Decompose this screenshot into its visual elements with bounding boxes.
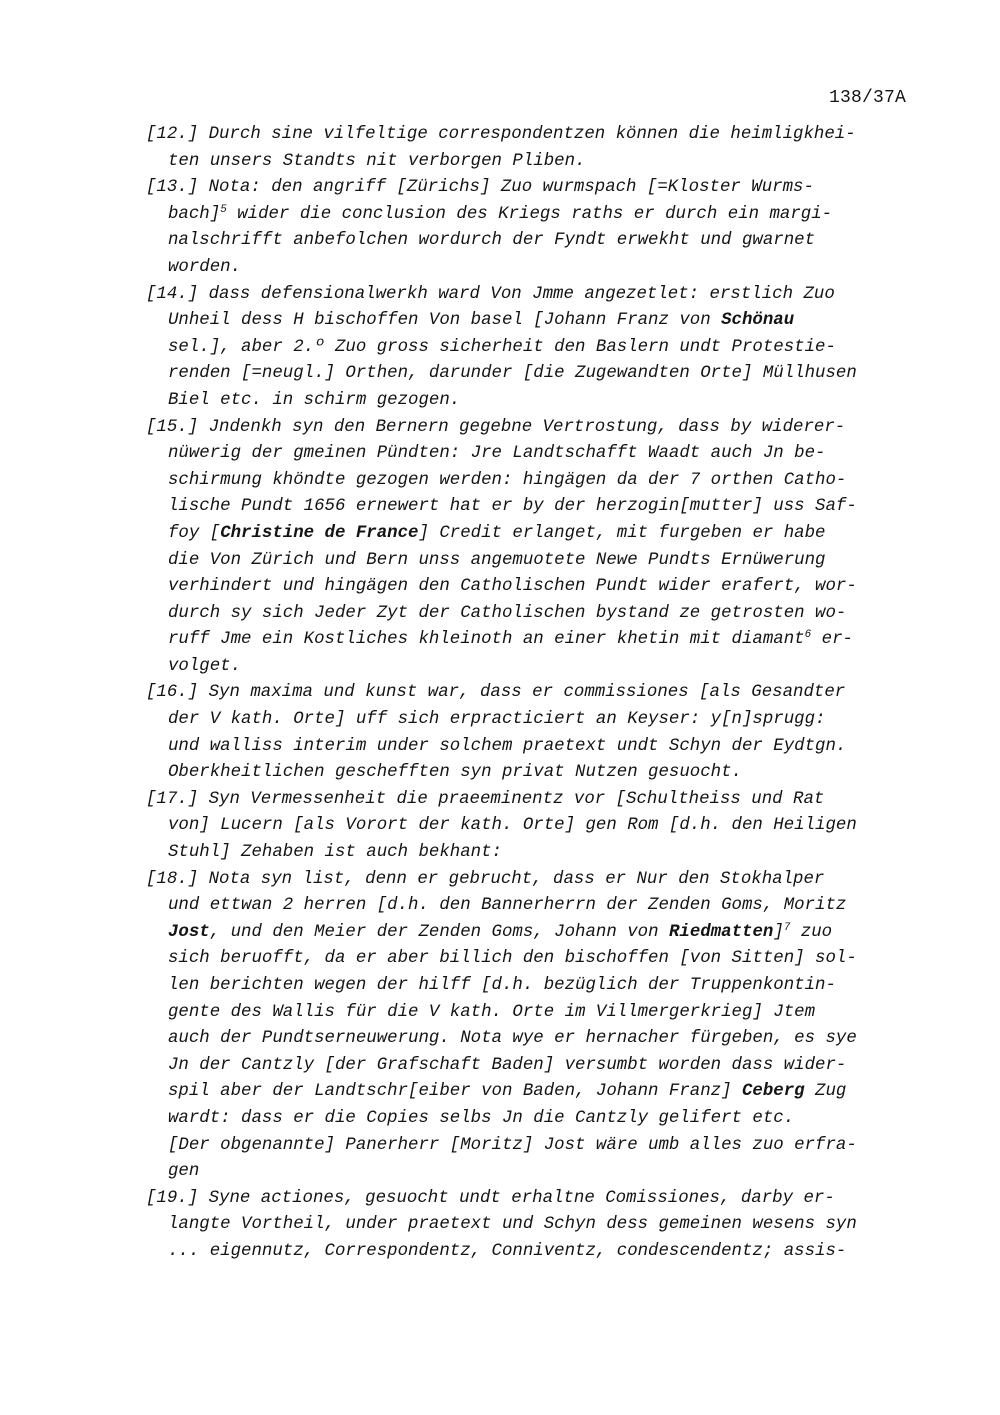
- text-run: [15.] Jndenkh syn den Bernern gegebne Vertrostung, dass by widerer-: [146, 417, 846, 437]
- text-line: [146, 867, 916, 894]
- text-line: [146, 335, 916, 362]
- text-line: [146, 1079, 916, 1106]
- text-line: [146, 149, 916, 176]
- entry-paragraph: [146, 415, 916, 681]
- text-run: auch der Pundtserneuwerung. Nota wye er hernacher fürgeben, es sye: [168, 1029, 857, 1049]
- text-run: spil aber der Landtschr[eiber von Baden, Johann Franz]: [168, 1082, 742, 1102]
- footnote-marker: 7: [783, 921, 791, 934]
- text-run: Unheil dess H bischoffen Von basel [Johann Franz von: [168, 311, 722, 331]
- text-line: [146, 574, 916, 601]
- text-run: die Von Zürich und Bern unss angemuotete Newe Pundts Ernüwerung: [168, 550, 826, 570]
- text-run: zuo: [790, 922, 833, 942]
- entry-paragraph: [146, 122, 916, 175]
- text-run: wider die conclusion des Kriegs raths er durch ein margi-: [226, 204, 833, 224]
- text-run: renden [=neugl.] Orthen, darunder [die Zugewandten Orte] Müllhusen: [168, 364, 857, 384]
- footnote-marker: 6: [804, 629, 812, 642]
- text-line: [146, 361, 916, 388]
- text-line: [146, 946, 916, 973]
- entry-paragraph: [146, 175, 916, 281]
- text-run: [Der obgenannte] Panerherr [Moritz] Jost wäre umb alles zuo erfra-: [168, 1135, 857, 1155]
- entry-paragraph: [146, 680, 916, 786]
- text-line: [146, 973, 916, 1000]
- text-run: volget.: [168, 656, 242, 676]
- text-run: Oberkheitlichen geschefften syn privat Nutzen gesuocht.: [168, 763, 742, 783]
- text-run: gente des Wallis für die V kath. Orte im Villmergerkrieg] Jtem: [168, 1002, 816, 1022]
- text-run: [18.] Nota syn list, denn er gebrucht, dass er Nur den Stokhalper: [146, 869, 825, 889]
- text-run: verhindert und hingägen den Catholischen Pundt wider erafert, wor-: [168, 577, 857, 597]
- text-run: foy [: [168, 523, 221, 543]
- text-line: [146, 627, 916, 654]
- text-run: bach]: [168, 204, 221, 224]
- entry-paragraph: [146, 787, 916, 867]
- text-line: [146, 1133, 916, 1160]
- text-run: [17.] Syn Vermessenheit die praeeminentz vor [Schultheiss und Rat: [146, 789, 825, 809]
- text-run: sich beruofft, da er aber billich den bischoffen [von Sitten] sol-: [168, 949, 857, 969]
- text-run: ... eigennutz, Correspondentz, Conniventz, condescendentz; assis-: [168, 1241, 847, 1261]
- bold-name: Jost: [168, 922, 210, 942]
- text-run: ten unsers Standts nit verborgen Pliben.: [168, 151, 586, 171]
- text-run: Jn der Cantzly [der Grafschaft Baden] versumbt worden dass wider-: [168, 1055, 847, 1075]
- page-number: 138/37A: [828, 88, 906, 108]
- text-run: [16.] Syn maxima und kunst war, dass er commissiones [als Gesandter: [146, 683, 846, 703]
- text-line: [146, 1000, 916, 1027]
- text-line: [146, 840, 916, 867]
- text-run: , und den Meier der Zenden Goms, Johann von: [209, 922, 669, 942]
- bold-name: Riedmatten: [668, 922, 774, 942]
- text-line: [146, 1212, 916, 1239]
- text-run: langte Vortheil, under praetext und Schyn dess gemeinen wesens syn: [168, 1215, 857, 1235]
- entry-paragraph: [146, 282, 916, 415]
- text-run: ] Credit erlanget, mit furgeben er habe: [418, 523, 826, 543]
- entry-paragraph: [146, 1186, 916, 1266]
- text-line: [146, 893, 916, 920]
- text-line: [146, 813, 916, 840]
- text-run: wardt: dass er die Copies selbs Jn die Cantzly gelifert etc.: [168, 1108, 795, 1128]
- text-line: [146, 707, 916, 734]
- text-line: [146, 1239, 916, 1266]
- text-line: [146, 1053, 916, 1080]
- text-run: schirmung khöndte gezogen werden: hingägen da der 7 orthen Catho-: [168, 470, 847, 490]
- text-run: Biel etc. in schirm gezogen.: [168, 390, 461, 410]
- text-line: [146, 494, 916, 521]
- bold-name: Ceberg: [742, 1082, 805, 1102]
- text-run: Stuhl] Zehaben ist auch bekhant:: [168, 843, 502, 863]
- text-line: [146, 122, 916, 149]
- text-run: nalschrifft anbefolchen wordurch der Fyndt erwekht und gwarnet: [168, 231, 816, 251]
- text-line: [146, 175, 916, 202]
- text-line: [146, 521, 916, 548]
- text-line: [146, 920, 916, 947]
- text-run: ]: [773, 922, 784, 942]
- text-line: [146, 680, 916, 707]
- bold-name: Christine de France: [220, 523, 419, 543]
- text-line: [146, 441, 916, 468]
- text-run: worden.: [168, 257, 242, 277]
- text-run: len berichten wegen der hilff [d.h. bezüglich der Truppenkontin-: [168, 976, 836, 995]
- text-run: [13.] Nota: den angriff [Zürichs] Zuo wurmspach [=Kloster Wurms-: [146, 178, 814, 198]
- text-run: und ettwan 2 herren [d.h. den Bannerherrn der Zenden Goms, Moritz: [168, 896, 847, 916]
- text-line: [146, 255, 916, 282]
- text-line: [146, 760, 916, 787]
- text-run: lische Pundt 1656 ernewert hat er by der herzogin[mutter] uss Saf-: [168, 497, 857, 517]
- bold-name: Schönau: [721, 311, 795, 331]
- text-line: [146, 734, 916, 761]
- text-run: ruff Jme ein Kostliches khleinoth an einer khetin mit diamant: [168, 630, 805, 650]
- text-line: [146, 308, 916, 335]
- text-run: gen: [168, 1162, 200, 1182]
- text-line: [146, 1186, 916, 1213]
- text-run: sel.], aber 2.º Zuo gross sicherheit den Baslern undt Protestie-: [168, 337, 836, 357]
- text-run: [12.] Durch sine vilfeltige correspondentzen können die heimligkhei-: [146, 125, 856, 144]
- entry-paragraph: [146, 867, 916, 1186]
- text-line: [146, 601, 916, 628]
- text-run: nüwerig der gmeinen Pündten: Jre Landtschafft Waadt auch Jn be-: [168, 444, 826, 464]
- footnote-marker: 5: [220, 203, 227, 216]
- text-line: [146, 415, 916, 442]
- text-line: [146, 654, 916, 681]
- text-run: der V kath. Orte] uff sich erpracticiert an Keyser: y[n]sprugg:: [168, 710, 826, 730]
- text-line: [146, 282, 916, 309]
- text-run: von] Lucern [als Vorort der kath. Orte] gen Rom [d.h. den Heiligen: [168, 816, 857, 836]
- text-run: Zug: [804, 1082, 847, 1102]
- text-line: [146, 228, 916, 255]
- text-run: [19.] Syne actiones, gesuocht undt erhaltne Comissiones, darby er-: [146, 1188, 835, 1208]
- text-run: durch sy sich Jeder Zyt der Catholischen bystand ze getrosten wo-: [168, 603, 847, 623]
- text-line: [146, 548, 916, 575]
- text-run: [14.] dass defensionalwerkh ward Von Jmme angezetlet: erstlich Zuo: [146, 284, 835, 304]
- text-run: und walliss interim under solchem praetext undt Schyn der Eydtgn.: [168, 736, 847, 756]
- text-line: [146, 388, 916, 415]
- text-line: [146, 787, 916, 814]
- entry-list: [146, 122, 916, 1266]
- text-line: [146, 1159, 916, 1186]
- text-line: [146, 468, 916, 495]
- text-line: [146, 1026, 916, 1053]
- text-line: [146, 1106, 916, 1133]
- text-line: [146, 202, 916, 229]
- text-run: er-: [811, 630, 853, 650]
